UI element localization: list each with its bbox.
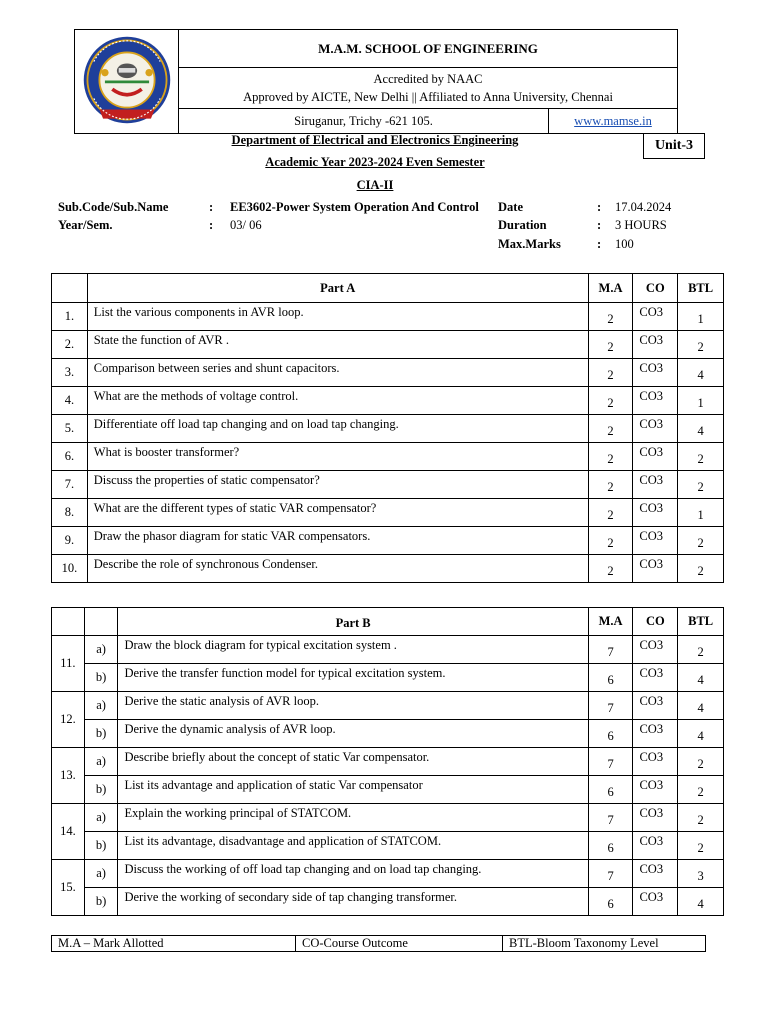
sub-question-label: b)	[84, 776, 118, 804]
question-text: State the function of AVR .	[87, 331, 588, 359]
course-outcome: CO3	[633, 443, 678, 471]
question-number: 9.	[52, 527, 88, 555]
marks-allotted: 2	[588, 359, 633, 387]
sub-question-label: a)	[84, 860, 118, 888]
course-outcome: CO3	[633, 804, 678, 832]
year-colon: :	[209, 218, 214, 232]
question-text: Derive the transfer function model for typical excitation system.	[118, 664, 588, 692]
sub-question-label: a)	[84, 636, 118, 664]
course-outcome: CO3	[633, 664, 678, 692]
question-text: Draw the phasor diagram for static VAR compensators.	[87, 527, 588, 555]
part-a-ma-header: M.A	[588, 274, 633, 303]
table-row	[52, 359, 724, 387]
course-outcome: CO3	[633, 499, 678, 527]
table-row	[52, 692, 724, 720]
part-b-header-blank-no	[52, 608, 85, 636]
course-outcome: CO3	[633, 832, 678, 860]
marks-allotted: 2	[588, 555, 633, 583]
table-row	[52, 303, 724, 331]
course-outcome: CO3	[633, 359, 678, 387]
marks-allotted: 2	[588, 471, 633, 499]
sub-question-label: b)	[84, 832, 118, 860]
department-title: Department of Electrical and Electronics Engineering	[231, 133, 519, 147]
table-row	[52, 443, 724, 471]
question-text: List the various components in AVR loop.	[87, 303, 588, 331]
course-outcome: CO3	[633, 527, 678, 555]
legend-table	[51, 935, 706, 952]
sub-question-label: b)	[84, 720, 118, 748]
question-number: 2.	[52, 331, 88, 359]
question-text: What is booster transformer?	[87, 443, 588, 471]
bloom-level: 1	[678, 303, 724, 331]
college-header	[74, 29, 678, 134]
subject-label: Sub.Code/Sub.Name	[58, 200, 169, 214]
bloom-level: 4	[678, 359, 724, 387]
bloom-level: 2	[678, 636, 724, 664]
question-number: 14.	[52, 804, 85, 860]
course-outcome: CO3	[633, 636, 678, 664]
marks-allotted: 7	[588, 804, 633, 832]
legend-ma: M.A – Mark Allotted	[52, 936, 296, 952]
bloom-level: 2	[678, 776, 724, 804]
bloom-level: 4	[678, 664, 724, 692]
date-value: 17.04.2024	[615, 200, 672, 214]
question-number: 12.	[52, 692, 85, 748]
bloom-level: 2	[678, 471, 724, 499]
exam-title: CIA-II	[356, 178, 394, 192]
table-row	[52, 331, 724, 359]
bloom-level: 2	[678, 331, 724, 359]
table-row	[52, 555, 724, 583]
bloom-level: 2	[678, 443, 724, 471]
question-text: Describe the role of synchronous Condenser.	[87, 555, 588, 583]
course-outcome: CO3	[633, 748, 678, 776]
duration-value: 3 HOURS	[615, 218, 667, 232]
bloom-level: 2	[678, 527, 724, 555]
duration-colon: :	[597, 218, 602, 232]
table-row	[52, 499, 724, 527]
part-b-title: Part B	[118, 608, 588, 636]
max-marks-value: 100	[615, 237, 634, 251]
website-link[interactable]: www.mamse.in	[574, 113, 652, 128]
question-number: 13.	[52, 748, 85, 804]
sub-question-label: a)	[84, 804, 118, 832]
marks-allotted: 6	[588, 664, 633, 692]
course-outcome: CO3	[633, 776, 678, 804]
table-row	[52, 471, 724, 499]
max-marks-label: Max.Marks	[498, 237, 561, 251]
question-text: Derive the dynamic analysis of AVR loop.	[118, 720, 588, 748]
question-number: 3.	[52, 359, 88, 387]
legend-co: CO-Course Outcome	[296, 936, 503, 952]
table-row	[52, 832, 724, 860]
academic-year-title: Academic Year 2023-2024 Even Semester	[265, 155, 485, 169]
marks-allotted: 2	[588, 387, 633, 415]
approval-text: Approved by AICTE, New Delhi || Affiliated to Anna University, Chennai	[243, 90, 613, 104]
question-number: 10.	[52, 555, 88, 583]
marks-allotted: 6	[588, 720, 633, 748]
date-colon: :	[597, 200, 602, 214]
question-number: 7.	[52, 471, 88, 499]
marks-allotted: 7	[588, 636, 633, 664]
duration-label: Duration	[498, 218, 547, 232]
marks-allotted: 2	[588, 499, 633, 527]
school-name: M.A.M. SCHOOL OF ENGINEERING	[179, 30, 678, 68]
question-text: What are the different types of static VAR compensator?	[87, 499, 588, 527]
course-outcome: CO3	[633, 888, 678, 916]
part-b-ma-header: M.A	[588, 608, 633, 636]
date-label: Date	[498, 200, 523, 214]
bloom-level: 2	[678, 804, 724, 832]
question-text: List its advantage, disadvantage and application of STATCOM.	[118, 832, 588, 860]
table-row	[52, 776, 724, 804]
year-value: 03/ 06	[230, 218, 262, 232]
table-row	[52, 720, 724, 748]
bloom-level: 4	[678, 415, 724, 443]
part-a-table	[51, 273, 724, 583]
table-row	[52, 860, 724, 888]
table-row	[52, 748, 724, 776]
course-outcome: CO3	[633, 720, 678, 748]
question-text: List its advantage and application of static Var compensator	[118, 776, 588, 804]
unit-badge: Unit-3	[643, 133, 705, 159]
question-number: 1.	[52, 303, 88, 331]
subject-colon: :	[209, 200, 214, 214]
table-row	[52, 527, 724, 555]
bloom-level: 4	[678, 888, 724, 916]
part-a-title: Part A	[87, 274, 588, 303]
course-outcome: CO3	[633, 471, 678, 499]
question-text: Describe briefly about the concept of static Var compensator.	[118, 748, 588, 776]
question-number: 8.	[52, 499, 88, 527]
table-row	[52, 387, 724, 415]
max-marks-colon: :	[597, 237, 602, 251]
table-row	[52, 415, 724, 443]
table-row	[52, 636, 724, 664]
question-text: Draw the block diagram for typical excitation system .	[118, 636, 588, 664]
part-b-btl-header: BTL	[678, 608, 724, 636]
question-text: What are the methods of voltage control.	[87, 387, 588, 415]
college-seal-icon	[81, 34, 173, 126]
question-text: Discuss the properties of static compensator?	[87, 471, 588, 499]
marks-allotted: 6	[588, 776, 633, 804]
course-outcome: CO3	[633, 415, 678, 443]
bloom-level: 3	[678, 860, 724, 888]
question-text: Discuss the working of off load tap changing and on load tap changing.	[118, 860, 588, 888]
question-text: Comparison between series and shunt capacitors.	[87, 359, 588, 387]
marks-allotted: 2	[588, 527, 633, 555]
bloom-level: 4	[678, 720, 724, 748]
part-b-table	[51, 607, 724, 916]
year-label: Year/Sem.	[58, 218, 113, 232]
sub-question-label: a)	[84, 692, 118, 720]
bloom-level: 1	[678, 387, 724, 415]
part-a-header-blank	[52, 274, 88, 303]
bloom-level: 2	[678, 748, 724, 776]
question-text: Differentiate off load tap changing and on load tap changing.	[87, 415, 588, 443]
table-row	[52, 664, 724, 692]
sub-question-label: a)	[84, 748, 118, 776]
part-a-btl-header: BTL	[678, 274, 724, 303]
question-text: Derive the static analysis of AVR loop.	[118, 692, 588, 720]
marks-allotted: 7	[588, 692, 633, 720]
sub-question-label: b)	[84, 664, 118, 692]
college-address: Siruganur, Trichy -621 105.	[179, 109, 549, 134]
subject-value: EE3602-Power System Operation And Control	[230, 200, 479, 214]
bloom-level: 2	[678, 555, 724, 583]
part-b-co-header: CO	[633, 608, 678, 636]
marks-allotted: 2	[588, 415, 633, 443]
question-number: 4.	[52, 387, 88, 415]
marks-allotted: 2	[588, 303, 633, 331]
accreditation-block	[179, 68, 678, 109]
part-a-co-header: CO	[633, 274, 678, 303]
table-row	[52, 804, 724, 832]
marks-allotted: 6	[588, 888, 633, 916]
course-outcome: CO3	[633, 387, 678, 415]
college-logo-cell	[75, 30, 179, 134]
question-number: 11.	[52, 636, 85, 692]
bloom-level: 4	[678, 692, 724, 720]
legend-btl: BTL-Bloom Taxonomy Level	[503, 936, 706, 952]
course-outcome: CO3	[633, 692, 678, 720]
accreditation-text: Accredited by NAAC	[373, 72, 483, 86]
part-b-header-blank-sub	[84, 608, 118, 636]
course-outcome: CO3	[633, 331, 678, 359]
course-outcome: CO3	[633, 303, 678, 331]
course-outcome: CO3	[633, 860, 678, 888]
sub-question-label: b)	[84, 888, 118, 916]
marks-allotted: 2	[588, 443, 633, 471]
question-number: 15.	[52, 860, 85, 916]
marks-allotted: 7	[588, 748, 633, 776]
bloom-level: 1	[678, 499, 724, 527]
bloom-level: 2	[678, 832, 724, 860]
marks-allotted: 7	[588, 860, 633, 888]
question-number: 6.	[52, 443, 88, 471]
question-text: Derive the working of secondary side of tap changing transformer.	[118, 888, 588, 916]
marks-allotted: 2	[588, 331, 633, 359]
website-cell	[549, 109, 678, 134]
question-text: Explain the working principal of STATCOM.	[118, 804, 588, 832]
marks-allotted: 6	[588, 832, 633, 860]
table-row	[52, 888, 724, 916]
question-number: 5.	[52, 415, 88, 443]
course-outcome: CO3	[633, 555, 678, 583]
